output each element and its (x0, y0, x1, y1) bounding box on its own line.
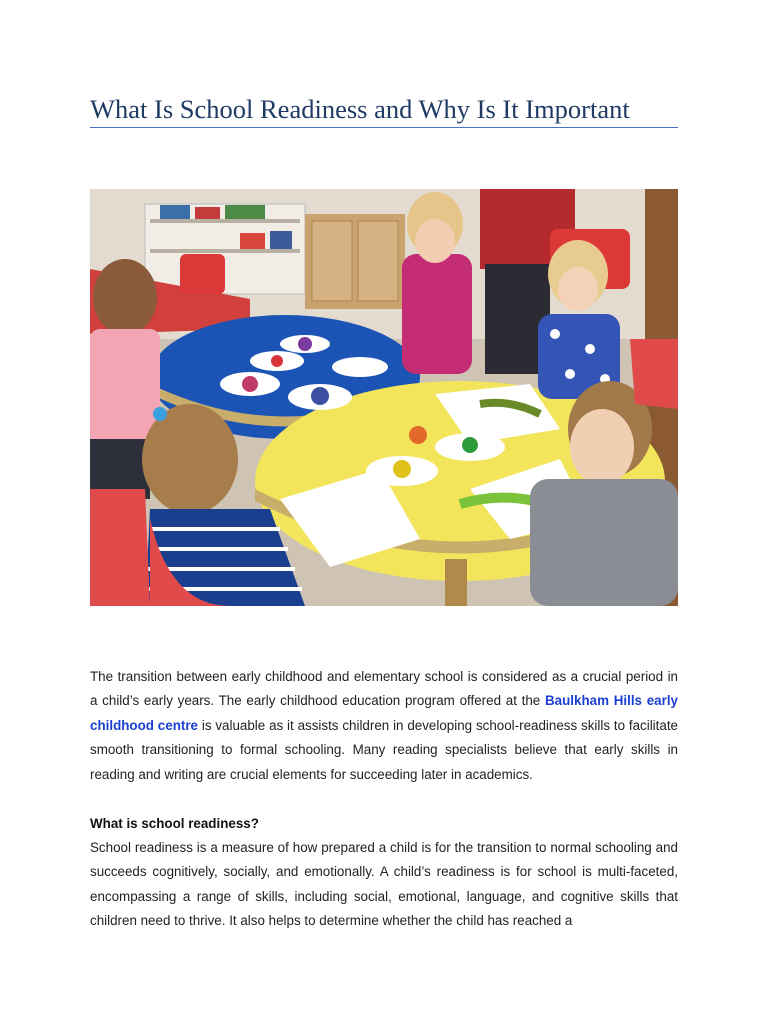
classroom-photo (90, 189, 678, 606)
section-heading: What is school readiness? (90, 816, 259, 831)
title-underline (90, 127, 678, 128)
baulkham-hills-link[interactable]: Baulkham Hills early childhood centre (90, 693, 678, 733)
intro-paragraph (90, 665, 678, 787)
page-title: What Is School Readiness and Why Is It Important (90, 94, 630, 124)
intro-text-after-link: is valuable as it assists children in developing school-readiness skills to facilitate smooth transitioning to formal schooling. Many reading specialists believe that early skills in reading and writing are crucial elements for succeeding later in academics. (90, 717, 678, 782)
school-readiness-paragraph: School readiness is a measure of how prepared a child is for the transition to normal schooling and succeeds cognitively, socially, and emotionally. A child’s readiness is for school is multi-faceted, encompassing a range of skills, including social, emotional, language, and cognitive skills that children need to thrive. It also helps to determine whether the child has reached a (90, 840, 678, 929)
intro-text-before-link: The transition between early childhood and elementary school is considered as a crucial period in a child’s early years. The early childhood education program offered at the (90, 669, 678, 709)
